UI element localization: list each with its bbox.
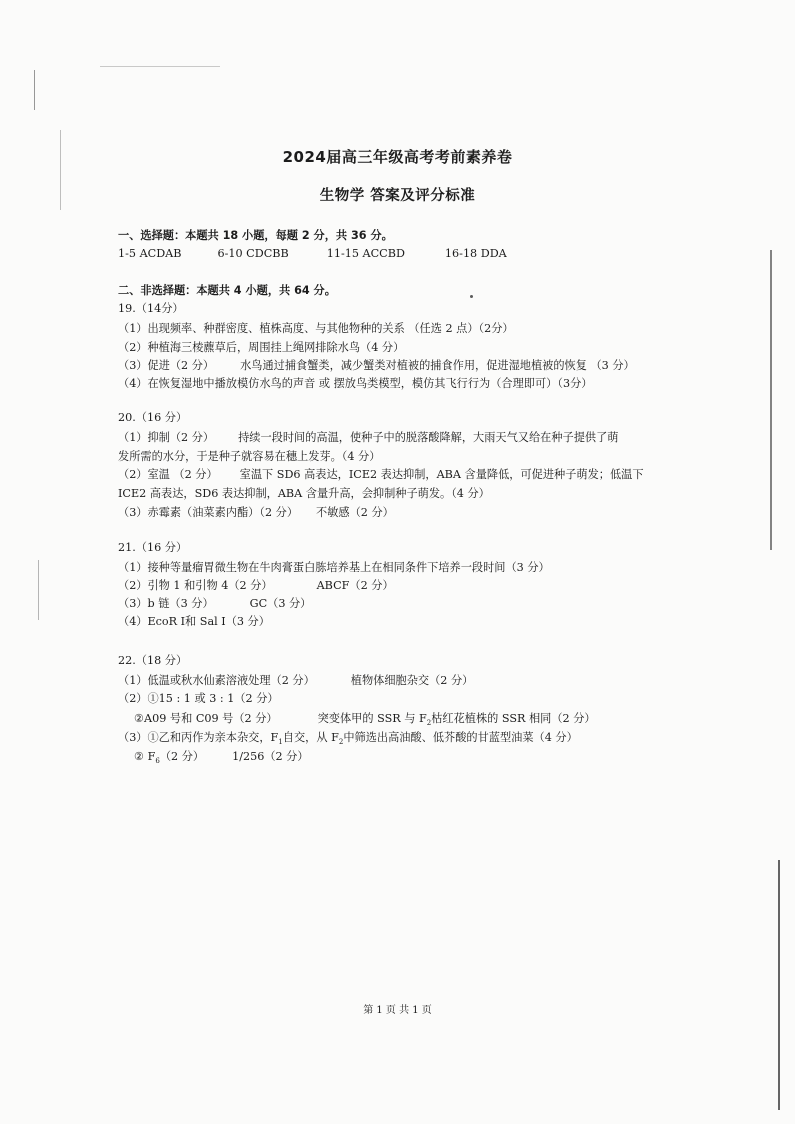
q21-part4: （4）EcoR Ⅰ和 Sal Ⅰ（3 分） xyxy=(118,615,270,628)
q22-label: 22.（18 分） xyxy=(118,654,188,667)
q20-part1-reason: 持续一段时间的高温，使种子中的脱落酸降解，大雨天气又给在种子提供了萌 xyxy=(238,431,619,444)
page-footer: 第 1 页 共 1 页 xyxy=(363,1005,432,1016)
q21-part2-answer: （2）引物 1 和引物 4（2 分） xyxy=(118,579,273,592)
q19-label: 19.（14分） xyxy=(118,302,184,315)
q21-part3-answer-b: GC（3 分） xyxy=(249,597,312,610)
q20-part2-answer: （2）室温 （2 分） xyxy=(118,468,218,481)
scan-mark xyxy=(38,560,39,620)
q20-part1-answer: （1）抑制（2 分） xyxy=(118,431,215,444)
scan-mark xyxy=(100,66,220,67)
q21-part2 xyxy=(118,579,394,593)
q20-part1 xyxy=(118,431,619,445)
q21-part2-answer-b: ABCF（2 分） xyxy=(316,579,394,592)
q20-part2 xyxy=(118,468,644,482)
q22-part3-c: 1/256（2 分） xyxy=(232,750,309,763)
q20-part3-reason: 不敏感（2 分） xyxy=(316,506,394,519)
q22-part1 xyxy=(118,674,473,688)
q22-part2-sub2 xyxy=(134,712,596,730)
q22-part1-answer-b: 植物体细胞杂交（2 分） xyxy=(350,674,474,687)
q22-part3-b-sub: 6 xyxy=(155,757,160,766)
q22-part2: （2）①15 : 1 或 3 : 1（2 分） xyxy=(118,692,279,705)
choice-answer-1-5: 1-5 ACDAB xyxy=(118,247,182,260)
choice-answer-11-15: 11-15 ACCBD xyxy=(326,247,405,260)
scan-mark xyxy=(60,130,61,210)
q20-part2-reason: 室温下 SD6 高表达，ICE2 表达抑制，ABA 含量降低，可促进种子萌发；低温下 xyxy=(239,468,644,481)
q20-part3-answer: （3）赤霉素（油菜素内酯）（2 分） xyxy=(118,506,299,519)
choice-answer-16-18: 16-18 DDA xyxy=(444,247,507,260)
q21-part3 xyxy=(118,597,311,611)
scan-mark xyxy=(34,70,35,110)
page-title: 2024届高三年级高考考前素养卷 xyxy=(282,148,513,166)
scan-mark xyxy=(770,250,772,550)
q21-part1: （1）接种等量瘤胃微生物在牛肉膏蛋白胨培养基上在相同条件下培养一段时间（3 分） xyxy=(118,561,550,574)
q20-label: 20.（16 分） xyxy=(118,411,188,424)
q22-part3-b-post: （2 分） xyxy=(159,750,205,763)
q22-part2-answer-b: ②A09 号和 C09 号（2 分） xyxy=(134,712,278,725)
q22-part2-reason-post: 枯红花植株的 SSR 相同（2 分） xyxy=(431,712,596,725)
q22-part2-subscript: 2 xyxy=(426,719,432,728)
q19-part3-answer: （3）促进（2 分） xyxy=(118,359,215,372)
q21-label: 21.（16 分） xyxy=(118,541,188,554)
q20-part2-cont: ICE2 高表达，SD6 表达抑制，ABA 含量升高，会抑制种子萌发。（4 分） xyxy=(118,487,490,500)
q19-part1: （1）出现频率、种群密度、植株高度、与其他物种的关系 （任选 2 点）（2分） xyxy=(118,322,514,335)
q22-part2-reason-pre: 突变体甲的 SSR 与 F xyxy=(317,712,427,725)
scan-mark xyxy=(778,860,780,1110)
q20-part1-cont: 发所需的水分，于是种子就容易在穗上发芽。（4 分） xyxy=(118,450,381,463)
q19-part4: （4）在恢复湿地中播放模仿水鸟的声音 或 摆放鸟类模型，模仿其飞行行为（合理即可）（3分） xyxy=(118,377,593,390)
q19-part3 xyxy=(118,359,635,373)
choice-answers-row xyxy=(118,247,507,261)
q22-part1-answer: （1）低温或秋水仙素溶液处理（2 分） xyxy=(118,674,315,687)
q22-part3-b-pre: ② F xyxy=(134,750,156,763)
q22-part3-sub2: 2 xyxy=(338,738,344,747)
q22-part3-pre: （3）①乙和丙作为亲本杂交，F xyxy=(118,731,279,744)
choice-answer-6-10: 6-10 CDCBB xyxy=(217,247,289,260)
section2-heading: 二、非选择题：本题共 4 小题，共 64 分。 xyxy=(118,284,336,297)
scan-dot xyxy=(470,295,473,298)
q19-part3-reason: 水鸟通过捕食蟹类，减少蟹类对植被的捕食作用，促进湿地植被的恢复 （3 分） xyxy=(240,359,635,372)
q20-part3 xyxy=(118,506,394,520)
q22-part3-mid: 自交，从 F xyxy=(282,731,339,744)
q21-part3-answer: （3）b 链（3 分） xyxy=(118,597,214,610)
q22-part3-sub1: 1 xyxy=(278,738,283,747)
q22-part3-sub2-line xyxy=(134,750,309,768)
section1-heading: 一、选择题：本题共 18 小题，每题 2 分，共 36 分。 xyxy=(118,229,393,242)
q22-part3 xyxy=(118,731,578,749)
page-subtitle: 生物学 答案及评分标准 xyxy=(319,188,476,204)
q19-part2: （2）种植海三棱藨草后，周围挂上绳网排除水鸟（4 分） xyxy=(118,341,405,354)
q22-part3-post: 中筛选出高油酸、低芥酸的甘蓝型油菜（4 分） xyxy=(343,731,578,744)
